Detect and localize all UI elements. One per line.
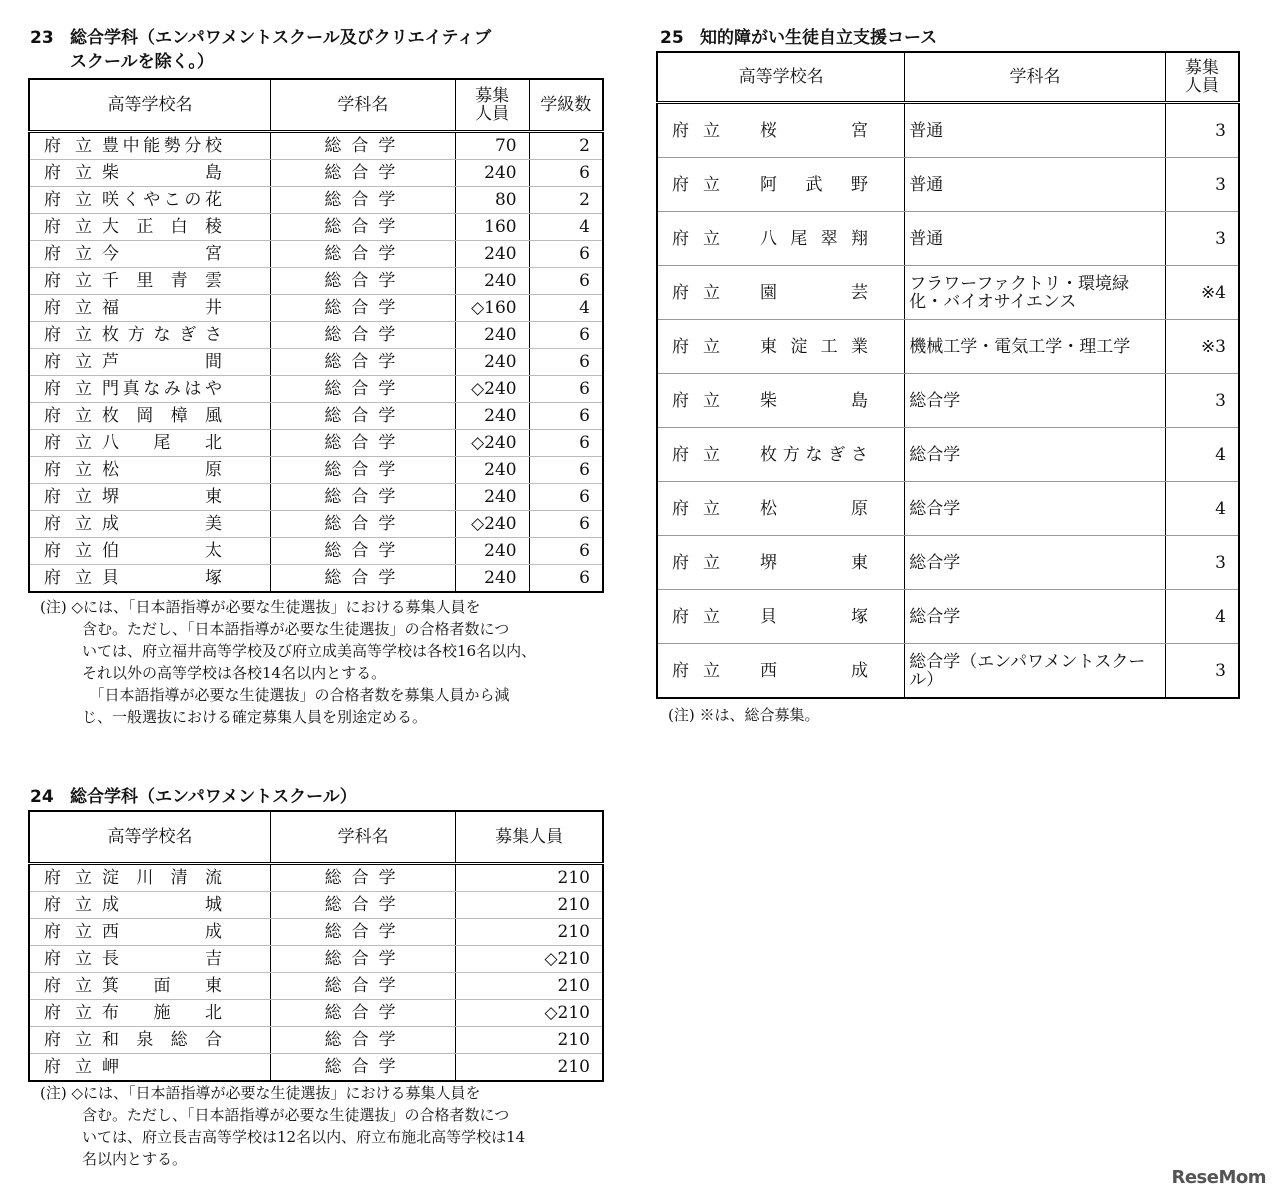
section-title-text: 知的障がい生徒自立支援コース <box>700 28 938 48</box>
capacity-cell: 210 <box>456 973 603 1000</box>
section-title-text: 総合学科（エンパワメントスクール） <box>70 787 357 807</box>
school-name-cell <box>29 132 270 160</box>
section-25-title <box>660 26 937 50</box>
note-line: いては、府立長吉高等学校は12名以内、府立布施北高等学校は14 <box>82 1128 526 1146</box>
school-name-cell <box>29 295 270 322</box>
school-name: 布施北 <box>102 1003 222 1023</box>
department-cell: 総合学 <box>271 919 456 946</box>
school-name: 芦間 <box>102 352 222 372</box>
school-name-cell <box>29 322 270 349</box>
capacity-cell: ◇240 <box>455 511 529 538</box>
capacity-cell: 240 <box>455 403 529 430</box>
header-school-name: 高等学校名 <box>657 52 905 103</box>
department-cell: 総合学 <box>270 268 455 295</box>
school-name-cell <box>657 374 905 428</box>
prefecture-label: 府立 <box>672 552 734 573</box>
prefecture-label: 府立 <box>672 660 734 681</box>
section-23-title <box>30 26 491 74</box>
school-name-cell <box>29 538 270 565</box>
school-name-cell <box>29 892 271 919</box>
table-row <box>657 103 1239 158</box>
school-name-cell <box>657 590 905 644</box>
department-cell: 総合学 <box>270 241 455 268</box>
prefecture-label: 府立 <box>44 976 106 996</box>
table-row <box>29 349 603 376</box>
prefecture-label: 府立 <box>44 487 106 507</box>
capacity-cell: 4 <box>1165 590 1239 644</box>
department-cell: 総合学 <box>271 892 456 919</box>
class-count-cell: 6 <box>529 484 603 511</box>
header-school-name: 高等学校名 <box>29 79 270 132</box>
note-line: 含む。ただし、「日本語指導が必要な生徒選抜」の合格者数につ <box>82 620 510 638</box>
prefecture-label: 府立 <box>44 217 106 237</box>
table-row <box>29 1054 603 1082</box>
class-count-cell: 2 <box>529 132 603 160</box>
school-name-cell <box>29 457 270 484</box>
prefecture-label: 府立 <box>672 174 734 195</box>
school-name-cell <box>29 511 270 538</box>
table-row <box>657 428 1239 482</box>
header-capacity: 募集人員 <box>456 811 603 864</box>
table-row <box>29 160 603 187</box>
capacity-cell: 3 <box>1165 536 1239 590</box>
table-row <box>29 864 603 892</box>
class-count-cell: 6 <box>529 511 603 538</box>
capacity-cell: 3 <box>1165 103 1239 158</box>
header-capacity: 募集 人員 <box>455 79 529 132</box>
prefecture-label: 府立 <box>44 895 106 915</box>
department-cell: 総合学 <box>270 376 455 403</box>
table-header-row <box>657 52 1239 103</box>
prefecture-label: 府立 <box>44 922 106 942</box>
prefecture-label: 府立 <box>44 325 106 345</box>
school-name-cell <box>29 484 270 511</box>
table-row <box>29 132 603 160</box>
department-cell: 総合学 <box>271 1000 456 1027</box>
department-cell: 総合学 <box>270 349 455 376</box>
class-count-cell: 6 <box>529 241 603 268</box>
capacity-cell: ◇240 <box>455 376 529 403</box>
school-name: 箕面東 <box>102 976 222 996</box>
table-25-independence-support-course <box>656 51 1240 699</box>
class-count-cell: 6 <box>529 565 603 593</box>
class-count-cell: 6 <box>529 160 603 187</box>
note-line: それ以外の高等学校は各校14名以内とする。 <box>82 664 387 682</box>
capacity-cell: 3 <box>1165 158 1239 212</box>
school-name: 成美 <box>102 514 222 534</box>
prefecture-label: 府立 <box>44 1057 106 1077</box>
department-cell: 総合学 <box>270 160 455 187</box>
department-cell: 総合学 <box>270 457 455 484</box>
prefecture-label: 府立 <box>44 460 106 480</box>
school-name: 今宮 <box>102 244 222 264</box>
header-class-count: 学級数 <box>529 79 603 132</box>
school-name-cell <box>29 1000 271 1027</box>
department-cell: 総合学 <box>271 864 456 892</box>
department-cell: 総合学 <box>271 946 456 973</box>
class-count-cell: 6 <box>529 430 603 457</box>
school-name-cell <box>29 268 270 295</box>
table-row <box>657 158 1239 212</box>
capacity-cell: ◇210 <box>456 1000 603 1027</box>
table-23-general-course <box>28 78 604 593</box>
note-line: (注) ◇には、「日本語指導が必要な生徒選抜」における募集人員を <box>40 1084 481 1102</box>
prefecture-label: 府立 <box>44 379 106 399</box>
capacity-cell: 240 <box>455 160 529 187</box>
note-25: (注) ※は、総合募集。 <box>668 706 820 724</box>
resemom-logo: ReseMom <box>1171 1167 1266 1188</box>
department-cell: 機械工学・電気工学・理工学 <box>905 320 1165 374</box>
school-name: 貝塚 <box>760 606 868 627</box>
prefecture-label: 府立 <box>44 352 106 372</box>
prefecture-label: 府立 <box>44 949 106 969</box>
capacity-cell: ◇160 <box>455 295 529 322</box>
school-name: 岬 <box>102 1057 119 1077</box>
school-name-cell <box>657 644 905 699</box>
table-row <box>29 1000 603 1027</box>
prefecture-label: 府立 <box>672 120 734 141</box>
department-cell: 総合学 <box>270 484 455 511</box>
capacity-cell: ※4 <box>1165 266 1239 320</box>
prefecture-label: 府立 <box>44 163 106 183</box>
table-row <box>29 214 603 241</box>
table-row <box>29 565 603 593</box>
prefecture-label: 府立 <box>44 406 106 426</box>
capacity-cell: 240 <box>455 349 529 376</box>
department-cell: 総合学 <box>271 1027 456 1054</box>
prefecture-label: 府立 <box>44 190 106 210</box>
department-cell: 普通 <box>905 212 1165 266</box>
table-row <box>29 403 603 430</box>
department-cell: 総合学 <box>905 590 1165 644</box>
table-row <box>29 457 603 484</box>
class-count-cell: 6 <box>529 268 603 295</box>
school-name-cell <box>29 973 271 1000</box>
prefecture-label: 府立 <box>672 390 734 411</box>
prefecture-label: 府立 <box>44 568 106 588</box>
school-name: 柴島 <box>102 163 222 183</box>
header-department: 学科名 <box>270 79 455 132</box>
capacity-cell: 240 <box>455 484 529 511</box>
section-24-title <box>30 785 357 809</box>
table-row <box>657 482 1239 536</box>
school-name: 淀川清流 <box>102 868 222 888</box>
prefecture-label: 府立 <box>44 136 106 156</box>
school-name: 八尾翠翔 <box>760 228 868 249</box>
class-count-cell: 6 <box>529 403 603 430</box>
class-count-cell: 2 <box>529 187 603 214</box>
prefecture-label: 府立 <box>44 433 106 453</box>
department-cell: 総合学 <box>270 214 455 241</box>
school-name-cell <box>657 266 905 320</box>
table-row <box>29 1027 603 1054</box>
school-name-cell <box>657 428 905 482</box>
table-row <box>29 430 603 457</box>
table-row <box>657 644 1239 699</box>
table-row <box>657 536 1239 590</box>
section-number: 25 <box>660 28 684 48</box>
department-cell: 総合学 <box>270 132 455 160</box>
prefecture-label: 府立 <box>672 228 734 249</box>
school-name-cell <box>29 1054 271 1082</box>
table-row <box>29 892 603 919</box>
school-name: 堺東 <box>102 487 222 507</box>
school-name: 柴島 <box>760 390 868 411</box>
department-cell: 総合学 <box>270 295 455 322</box>
class-count-cell: 4 <box>529 295 603 322</box>
table-row <box>657 212 1239 266</box>
table-row <box>29 376 603 403</box>
class-count-cell: 4 <box>529 214 603 241</box>
table-header-row <box>29 811 603 864</box>
school-name: 和泉総合 <box>102 1030 222 1050</box>
school-name: 堺東 <box>760 552 868 573</box>
capacity-cell: 4 <box>1165 482 1239 536</box>
school-name-cell <box>29 214 270 241</box>
school-name: 枚岡樟風 <box>102 406 222 426</box>
department-cell: 総合学 <box>270 565 455 593</box>
school-name-cell <box>29 187 270 214</box>
school-name: 長吉 <box>102 949 222 969</box>
section-title-text-line2: スクールを除く。） <box>70 52 214 72</box>
prefecture-label: 府立 <box>672 606 734 627</box>
note-line: 含む。ただし、「日本語指導が必要な生徒選抜」の合格者数につ <box>82 1106 510 1124</box>
table-row <box>29 919 603 946</box>
header-capacity: 募集 人員 <box>1165 52 1239 103</box>
table-header-row <box>29 79 603 132</box>
table-row <box>29 187 603 214</box>
department-cell: 総合学 <box>905 536 1165 590</box>
school-name: 門真なみはや <box>102 379 222 399</box>
school-name-cell <box>29 376 270 403</box>
prefecture-label: 府立 <box>44 514 106 534</box>
department-cell: 総合学 <box>271 1054 456 1082</box>
school-name-cell <box>29 864 271 892</box>
capacity-cell: ◇240 <box>455 430 529 457</box>
school-name: 西成 <box>760 660 868 681</box>
school-name: 成城 <box>102 895 222 915</box>
note-24 <box>40 1082 610 1170</box>
department-cell: 総合学 <box>905 374 1165 428</box>
table-row <box>29 484 603 511</box>
note-line: 「日本語指導が必要な生徒選抜」の合格者数を募集人員から減 <box>82 686 510 704</box>
header-department: 学科名 <box>905 52 1165 103</box>
capacity-cell: 3 <box>1165 374 1239 428</box>
school-name: 園芸 <box>760 282 868 303</box>
capacity-cell: 3 <box>1165 212 1239 266</box>
header-department: 学科名 <box>271 811 456 864</box>
department-cell: 総合学 <box>270 322 455 349</box>
prefecture-label: 府立 <box>44 1003 106 1023</box>
capacity-cell: 210 <box>456 864 603 892</box>
school-name: 枚方なぎさ <box>102 325 222 345</box>
section-title-text: 総合学科（エンパワメントスクール及びクリエイティブ <box>70 28 492 48</box>
table-row <box>29 268 603 295</box>
capacity-cell: ※3 <box>1165 320 1239 374</box>
prefecture-label: 府立 <box>44 244 106 264</box>
school-name: 阿武野 <box>760 174 868 195</box>
class-count-cell: 6 <box>529 457 603 484</box>
school-name-cell <box>29 349 270 376</box>
class-count-cell: 6 <box>529 322 603 349</box>
class-count-cell: 6 <box>529 538 603 565</box>
department-cell: 総合学 <box>905 428 1165 482</box>
school-name: 伯太 <box>102 541 222 561</box>
school-name: 福井 <box>102 298 222 318</box>
department-cell: 総合学 <box>270 403 455 430</box>
school-name-cell <box>29 919 271 946</box>
capacity-cell: 3 <box>1165 644 1239 699</box>
school-name: 東淀工業 <box>760 336 868 357</box>
note-line: (注) ◇には、「日本語指導が必要な生徒選抜」における募集人員を <box>40 598 481 616</box>
school-name: 咲くやこの花 <box>102 190 222 210</box>
table-row <box>657 374 1239 428</box>
prefecture-label: 府立 <box>672 282 734 303</box>
capacity-cell: 210 <box>456 1054 603 1082</box>
capacity-cell: 160 <box>455 214 529 241</box>
capacity-cell: 4 <box>1165 428 1239 482</box>
capacity-cell: 240 <box>455 457 529 484</box>
school-name-cell <box>657 212 905 266</box>
school-name-cell <box>29 403 270 430</box>
class-count-cell: 6 <box>529 376 603 403</box>
department-cell: 普通 <box>905 158 1165 212</box>
department-cell: 普通 <box>905 103 1165 158</box>
table-row <box>657 320 1239 374</box>
school-name: 貝塚 <box>102 568 222 588</box>
school-name: 枚方なぎさ <box>760 444 868 465</box>
school-name-cell <box>29 565 270 593</box>
department-cell: フラワーファクトリ・環境緑化・バイオサイエンス <box>905 266 1165 320</box>
note-line: 名以内とする。 <box>82 1150 188 1168</box>
school-name: 八尾北 <box>102 433 222 453</box>
school-name: 松原 <box>102 460 222 480</box>
capacity-cell: 210 <box>456 919 603 946</box>
prefecture-label: 府立 <box>44 1030 106 1050</box>
section-number: 23 <box>30 28 54 48</box>
table-row <box>29 295 603 322</box>
header-school-name: 高等学校名 <box>29 811 271 864</box>
department-cell: 総合学（エンパワメントスクール） <box>905 644 1165 699</box>
school-name-cell <box>29 946 271 973</box>
capacity-cell: 210 <box>456 892 603 919</box>
prefecture-label: 府立 <box>44 298 106 318</box>
capacity-cell: 80 <box>455 187 529 214</box>
prefecture-label: 府立 <box>44 868 106 888</box>
section-number: 24 <box>30 787 54 807</box>
school-name: 千里青雲 <box>102 271 222 291</box>
school-name: 松原 <box>760 498 868 519</box>
capacity-cell: 240 <box>455 565 529 593</box>
table-24-empowerment-school <box>28 810 604 1082</box>
school-name-cell <box>657 103 905 158</box>
school-name: 西成 <box>102 922 222 942</box>
table-row <box>29 241 603 268</box>
school-name-cell <box>29 241 270 268</box>
school-name: 豊中能勢分校 <box>102 136 222 156</box>
school-name-cell <box>657 536 905 590</box>
school-name-cell <box>29 1027 271 1054</box>
table-row <box>29 973 603 1000</box>
school-name: 桜宮 <box>760 120 868 141</box>
note-23 <box>40 596 610 728</box>
table-row <box>29 946 603 973</box>
department-cell: 総合学 <box>270 511 455 538</box>
capacity-cell: ◇210 <box>456 946 603 973</box>
school-name-cell <box>657 158 905 212</box>
table-row <box>657 266 1239 320</box>
prefecture-label: 府立 <box>44 541 106 561</box>
table-row <box>29 538 603 565</box>
capacity-cell: 240 <box>455 241 529 268</box>
prefecture-label: 府立 <box>672 336 734 357</box>
capacity-cell: 70 <box>455 132 529 160</box>
class-count-cell: 6 <box>529 349 603 376</box>
department-cell: 総合学 <box>905 482 1165 536</box>
department-cell: 総合学 <box>271 973 456 1000</box>
prefecture-label: 府立 <box>672 444 734 465</box>
capacity-cell: 240 <box>455 268 529 295</box>
note-line: じ、一般選抜における確定募集人員を別途定める。 <box>82 708 428 726</box>
school-name-cell <box>29 430 270 457</box>
table-row <box>29 322 603 349</box>
department-cell: 総合学 <box>270 538 455 565</box>
capacity-cell: 240 <box>455 538 529 565</box>
table-row <box>657 590 1239 644</box>
school-name-cell <box>657 320 905 374</box>
capacity-cell: 210 <box>456 1027 603 1054</box>
table-row <box>29 511 603 538</box>
school-name-cell <box>657 482 905 536</box>
prefecture-label: 府立 <box>672 498 734 519</box>
note-line: いては、府立福井高等学校及び府立成美高等学校は各校16名以内、 <box>82 642 537 660</box>
department-cell: 総合学 <box>270 430 455 457</box>
school-name: 大正白稜 <box>102 217 222 237</box>
school-name-cell <box>29 160 270 187</box>
department-cell: 総合学 <box>270 187 455 214</box>
capacity-cell: 240 <box>455 322 529 349</box>
prefecture-label: 府立 <box>44 271 106 291</box>
